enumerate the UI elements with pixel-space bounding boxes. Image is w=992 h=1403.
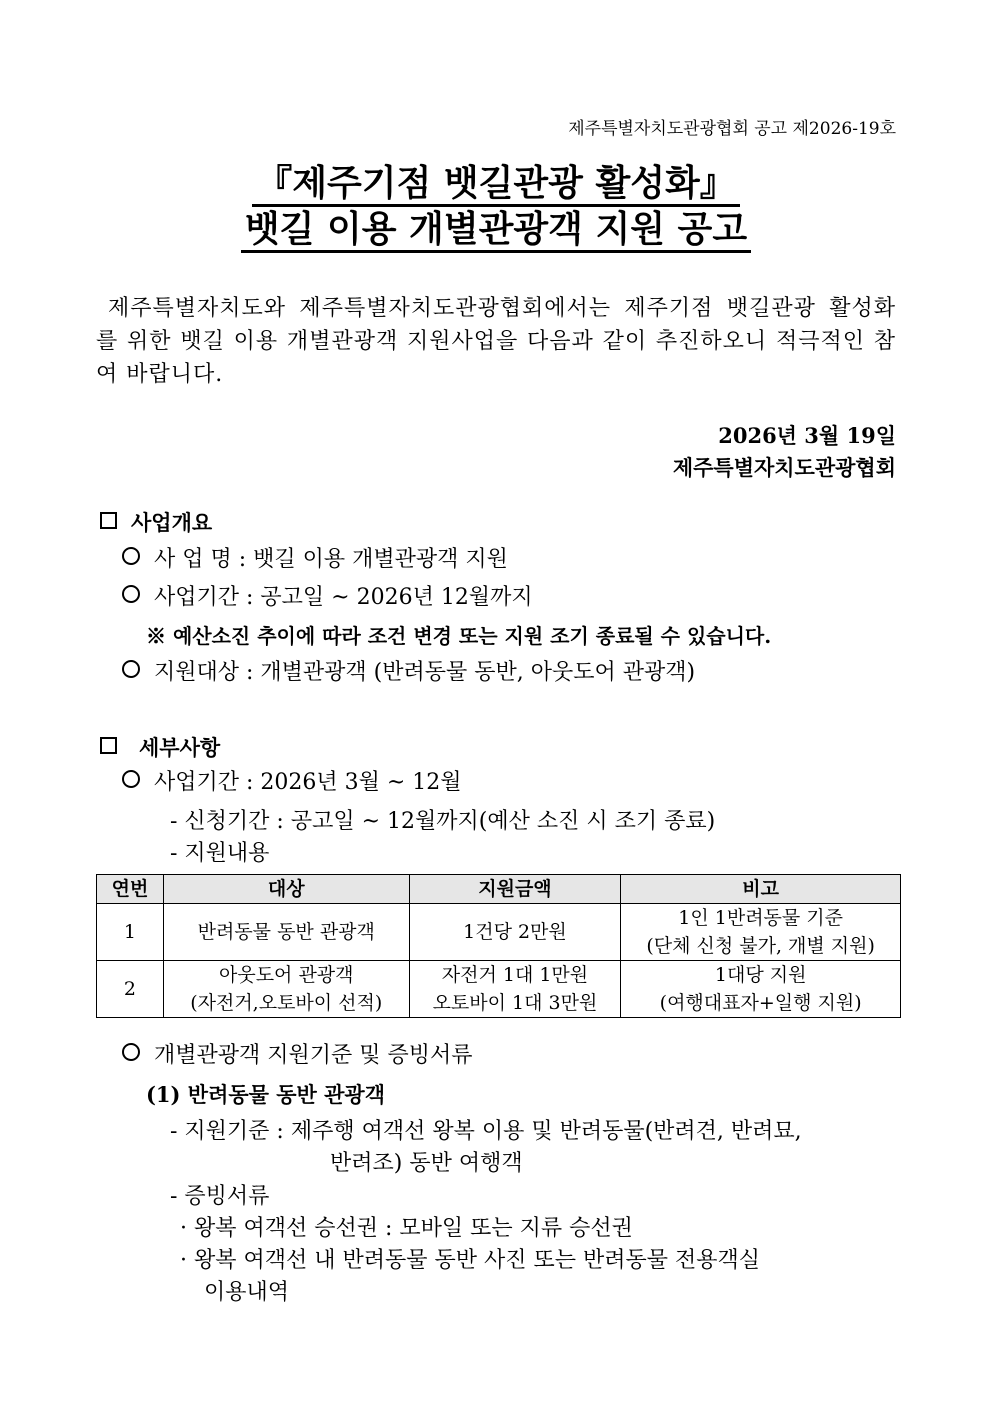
criteria-heading: 개별관광객 지원기준 및 증빙서류 (122, 1041, 473, 1071)
page-title-line1: 『제주기점 뱃길관광 활성화』 (0, 162, 992, 206)
circle-bullet-icon (122, 1043, 140, 1061)
details-period: 사업기간 : 2026년 3월 ~ 12월 (122, 768, 462, 798)
pet-criteria-line2: 반려조) 동반 여행객 (330, 1151, 523, 1176)
intro-paragraph: 제주특별자치도와 제주특별자치도관광협회에서는 제주기점 뱃길관광 활성화를 위한 뱃길 이용 개별관광객 지원사업을 다음과 같이 추진하오니 적극적인 참여 바랍니다. (96, 296, 896, 387)
table-header-cell: 대상 (163, 875, 409, 904)
page-title-line2: 뱃길 이용 개별관광객 지원 공고 (0, 208, 992, 252)
circle-bullet-icon (122, 585, 140, 603)
circle-bullet-icon (122, 770, 140, 788)
circle-bullet-icon (122, 660, 140, 678)
table-cell-note: 1대당 지원 (여행대표자+일행 지원) (621, 961, 901, 1018)
details-support-label: - 지원내용 (170, 841, 270, 866)
overview-target: 지원대상 : 개별관광객 (반려동물 동반, 아웃도어 관광객) (122, 658, 695, 688)
table-cell-amount: 1건당 2만원 (409, 904, 621, 961)
table-row (97, 904, 901, 961)
table-cell-amount: 자전거 1대 1만원 오토바이 1대 3만원 (409, 961, 621, 1018)
pet-criteria-line1: - 지원기준 : 제주행 여객선 왕복 이용 및 반려동물(반려견, 반려묘, (170, 1119, 802, 1144)
checkbox-bullet-icon (100, 737, 117, 754)
table-header-row (97, 875, 901, 904)
overview-project-name: 사 업 명 : 뱃길 이용 개별관광객 지원 (122, 545, 508, 575)
doc-item-2-line2: 이용내역 (204, 1280, 290, 1305)
details-apply-period: - 신청기간 : 공고일 ~ 12월까지(예산 소진 시 조기 종료) (170, 809, 716, 834)
pet-subheading: (1) 반려동물 동반 관광객 (146, 1082, 385, 1107)
overview-period: 사업기간 : 공고일 ~ 2026년 12월까지 (122, 583, 533, 613)
table-header-cell: 비고 (621, 875, 901, 904)
table-cell-note: 1인 1반려동물 기준 (단체 신청 불가, 개별 지원) (621, 904, 901, 961)
support-table (96, 874, 901, 1018)
table-row (97, 961, 901, 1018)
section-details-heading: 세부사항 (100, 733, 220, 763)
circle-bullet-icon (122, 547, 140, 565)
table-header-cell: 지원금액 (409, 875, 621, 904)
docs-label: - 증빙서류 (170, 1184, 270, 1209)
table-cell-no: 2 (97, 961, 164, 1018)
overview-note: ※ 예산소진 추이에 따라 조건 변경 또는 지원 조기 종료될 수 있습니다. (146, 624, 772, 648)
table-header-cell: 연번 (97, 875, 164, 904)
notice-number: 제주특별자치도관광협회 공고 제2026-19호 (568, 119, 896, 139)
checkbox-bullet-icon (100, 512, 117, 529)
doc-item-1: · 왕복 여객선 승선권 : 모바일 또는 지류 승선권 (180, 1216, 633, 1241)
issuing-organization: 제주특별자치도관광협회 (672, 455, 896, 480)
table-cell-no: 1 (97, 904, 164, 961)
table-cell-target: 아웃도어 관광객 (자전거,오토바이 선적) (163, 961, 409, 1018)
table-cell-target: 반려동물 동반 관광객 (163, 904, 409, 961)
section-overview-heading: 사업개요 (100, 508, 212, 538)
doc-item-2-line1: · 왕복 여객선 내 반려동물 동반 사진 또는 반려동물 전용객실 (180, 1248, 760, 1273)
issue-date: 2026년 3월 19일 (718, 423, 896, 448)
